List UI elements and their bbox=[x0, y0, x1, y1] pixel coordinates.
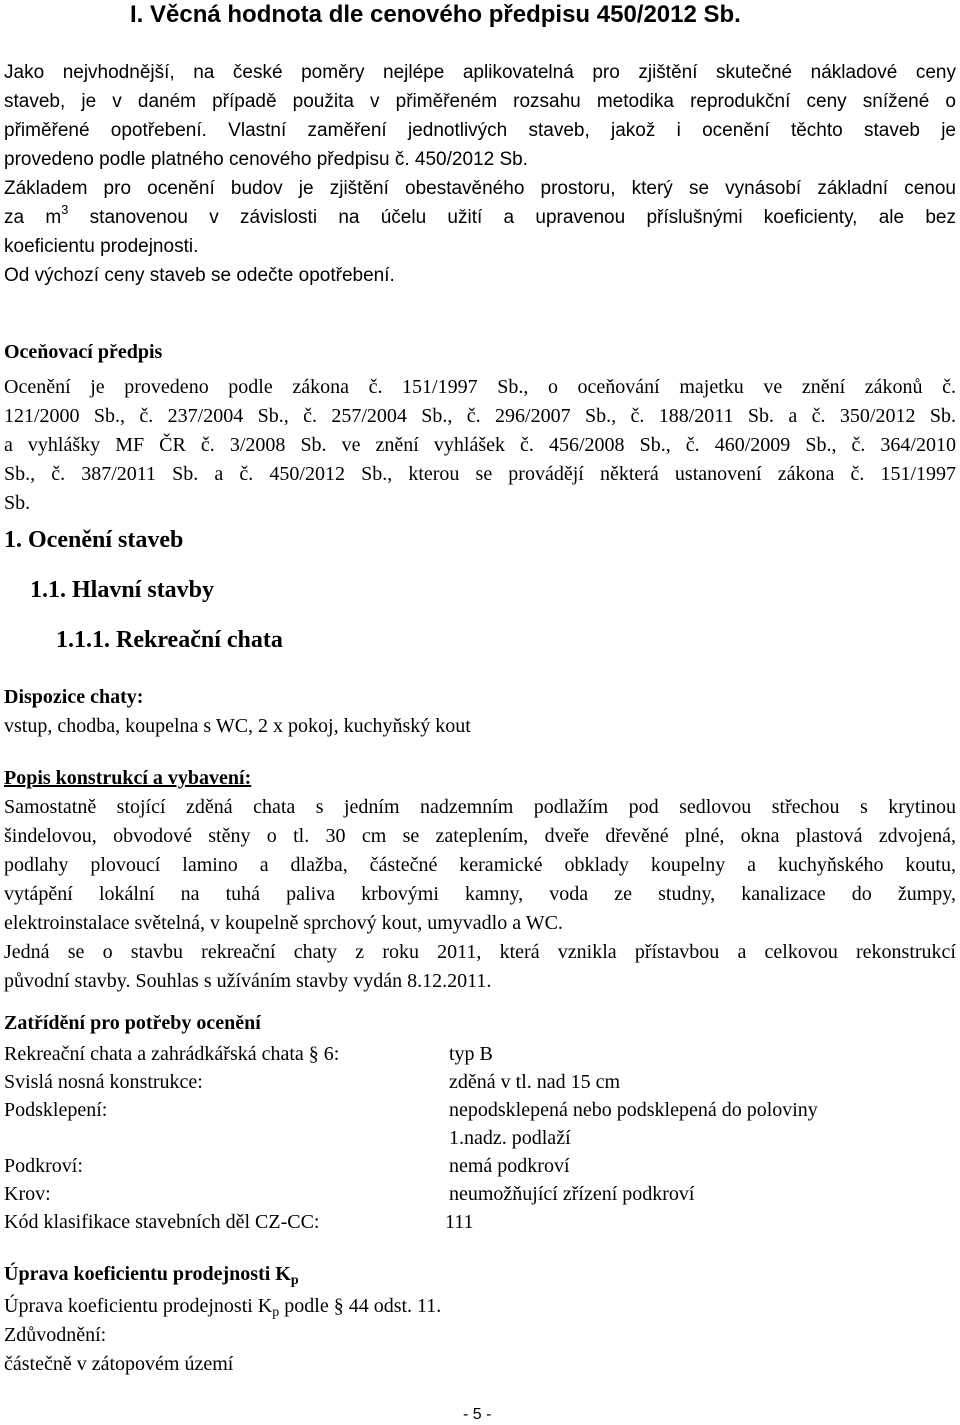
row-key: Rekreační chata a zahrádkářská chata § 6: bbox=[4, 1043, 340, 1065]
legal-line: Sb., č. 387/2011 Sb. a č. 450/2012 Sb., kterou se provádějí některá ustanovení zákona č. 151/1997 bbox=[4, 463, 956, 485]
row-key: Podkroví: bbox=[4, 1155, 83, 1177]
row-value: nemá podkroví bbox=[449, 1155, 570, 1177]
table-row bbox=[4, 1180, 956, 1208]
legal-line: Sb. bbox=[4, 492, 31, 514]
uprava-line: částečně v zátopovém území bbox=[4, 1353, 234, 1375]
section-heading-3: 1.1.1. Rekreační chata bbox=[56, 627, 283, 653]
row-key: Kód klasifikace stavebních děl CZ-CC: bbox=[4, 1211, 320, 1233]
dispozice-title: Dispozice chaty: bbox=[4, 686, 144, 708]
row-key: Krov: bbox=[4, 1183, 51, 1205]
intro-line: koeficientu prodejnosti. bbox=[4, 236, 199, 257]
uprava-line: Zdůvodnění: bbox=[4, 1324, 107, 1346]
intro-line: Od výchozí ceny staveb se odečte opotřebení. bbox=[4, 265, 395, 286]
legal-line: a vyhlášky MF ČR č. 3/2008 Sb. ve znění vyhlášek č. 456/2008 Sb., č. 460/2009 Sb., č. 364/2010 bbox=[4, 434, 956, 456]
row-value: typ B bbox=[449, 1043, 493, 1065]
intro-line: přiměřené opotřebení. Vlastní zaměření jednotlivých staveb, jakož i ocenění těchto staveb je bbox=[4, 120, 956, 141]
text-fragment: stanovenou v závislosti na účelu užití a upravenou příslušnými koeficienty, ale bez bbox=[68, 207, 956, 228]
row-value: neumožňující zřízení podkroví bbox=[449, 1183, 695, 1205]
popis-line: původní stavby. Souhlas s užíváním stavby vydán 8.12.2011. bbox=[4, 970, 492, 992]
zatrideni-title-block bbox=[4, 1009, 956, 1038]
dispozice-section bbox=[4, 683, 956, 741]
section-heading-2: 1.1. Hlavní stavby bbox=[30, 577, 215, 603]
table-row bbox=[4, 1208, 956, 1236]
intro-line-with-superscript bbox=[4, 203, 956, 232]
text-fragment: podle § 44 odst. 11. bbox=[279, 1295, 442, 1317]
text-fragment: Úprava koeficientu prodejnosti K bbox=[4, 1295, 273, 1317]
row-key: Podsklepení: bbox=[4, 1099, 108, 1121]
table-row bbox=[4, 1096, 956, 1124]
table-row bbox=[4, 1040, 956, 1068]
legal-line: 121/2000 Sb., č. 237/2004 Sb., č. 257/2004 Sb., č. 296/2007 Sb., č. 188/2011 Sb. a č. 350/2012 Sb. bbox=[4, 405, 956, 427]
row-value: zděná v tl. nad 15 cm bbox=[449, 1071, 621, 1093]
table-row bbox=[4, 1152, 956, 1180]
row-key bbox=[4, 1124, 449, 1152]
uprava-title bbox=[4, 1260, 956, 1289]
zatrideni-table bbox=[4, 1040, 956, 1236]
popis-line: vytápění lokální na tuhá paliva krbovými kamny, voda ze studny, kanalizace do žumpy, bbox=[4, 883, 956, 905]
row-value: nepodsklepená nebo podsklepená do poloviny bbox=[449, 1099, 818, 1121]
superscript: 3 bbox=[61, 202, 69, 217]
intro-line: Základem pro ocenění budov je zjištění obestavěného prostoru, který se vynásobí základní cenou bbox=[4, 178, 956, 199]
popis-line: podlahy plovoucí lamino a dlažba, částečné keramické obklady koupelny a kuchyňského koutu, bbox=[4, 854, 956, 876]
legal-line: Ocenění je provedeno podle zákona č. 151/1997 Sb., o oceňování majetku ve znění zákonů č. bbox=[4, 376, 956, 398]
popis-title: Popis konstrukcí a vybavení: bbox=[4, 767, 252, 789]
row-value: 1.nadz. podlaží bbox=[449, 1127, 571, 1149]
popis-line: Samostatně stojící zděná chata s jedním nadzemním podlažím pod sedlovou střechou s krytinou bbox=[4, 796, 956, 818]
text-fragment: Úprava koeficientu prodejnosti K bbox=[4, 1263, 291, 1285]
popis-section bbox=[4, 764, 956, 996]
document-heading: I. Věcná hodnota dle cenového předpisu 450/2012 Sb. bbox=[130, 1, 741, 28]
intro-line: provedeno podle platného cenového předpisu č. 450/2012 Sb. bbox=[4, 149, 528, 170]
table-row bbox=[4, 1124, 956, 1152]
legal-title: Oceňovací předpis bbox=[4, 341, 163, 363]
intro-line: Jako nejvhodnější, na české poměry nejlépe aplikovatelná pro zjištění skutečné nákladové ceny bbox=[4, 62, 956, 83]
legal-section bbox=[4, 338, 956, 518]
section-heading-1: 1. Ocenění staveb bbox=[4, 527, 184, 553]
subscript: p bbox=[290, 1273, 299, 1288]
dispozice-text: vstup, chodba, koupelna s WC, 2 x pokoj, kuchyňský kout bbox=[4, 715, 471, 737]
popis-line: šindelovou, obvodové stěny o tl. 30 cm se zateplením, dveře dřevěné plné, okna plastová zdvojená, bbox=[4, 825, 956, 847]
popis-line: Jedná se o stavbu rekreační chaty z roku 2011, která vznikla přístavbou a celkovou rekonstrukcí bbox=[4, 941, 956, 963]
row-value: 111 bbox=[445, 1211, 474, 1233]
uprava-section bbox=[4, 1260, 956, 1379]
uprava-line bbox=[4, 1292, 956, 1321]
subscript: p bbox=[272, 1305, 280, 1320]
zatrideni-title: Zatřídění pro potřeby ocenění bbox=[4, 1012, 261, 1034]
row-key: Svislá nosná konstrukce: bbox=[4, 1071, 203, 1093]
page-number: - 5 - bbox=[463, 1406, 492, 1423]
table-row bbox=[4, 1068, 956, 1096]
popis-line: elektroinstalace světelná, v koupelně sprchový kout, umyvadlo a WC. bbox=[4, 912, 563, 934]
intro-line: staveb, je v daném případě použita v přiměřeném rozsahu metodika reprodukční ceny snížené o bbox=[4, 91, 956, 112]
intro-section bbox=[4, 58, 956, 290]
text-fragment: za m bbox=[4, 207, 62, 228]
